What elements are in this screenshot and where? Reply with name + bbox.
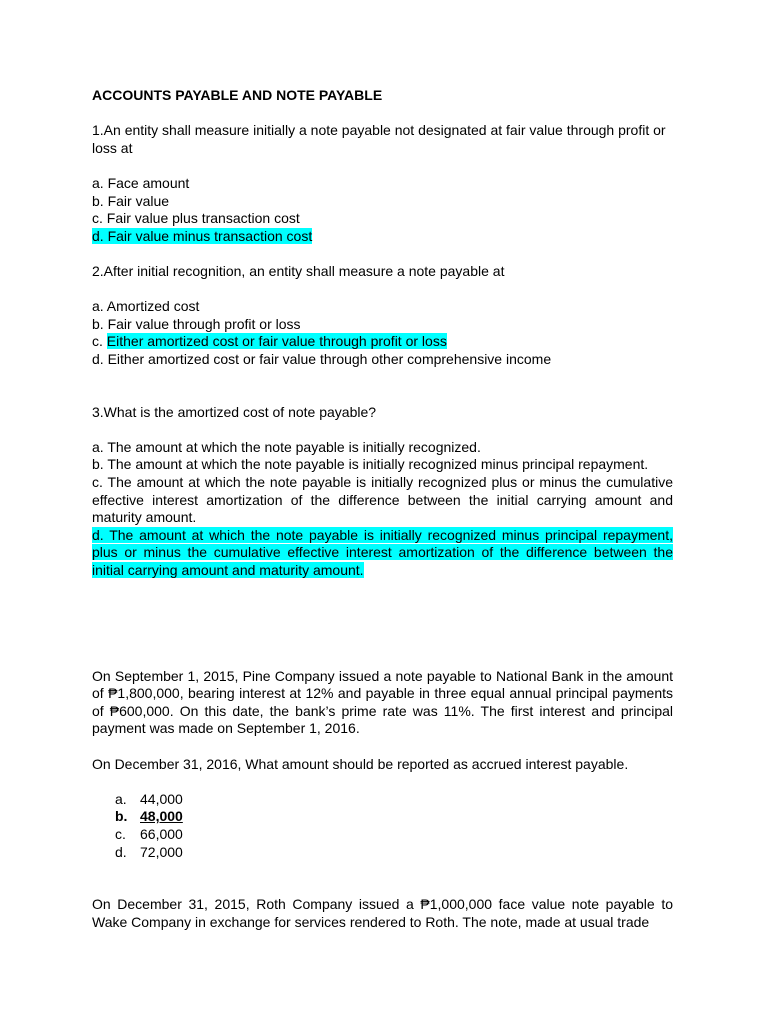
q1-answer-highlight: d. Fair value minus transaction cost: [92, 227, 313, 244]
question-1: 1.An entity shall measure initially a note payable not designated at fair value through profit or loss at: [92, 122, 666, 156]
problem-1-option-d: d. 72,000: [115, 843, 183, 860]
q2-option-d: d. Either amortized cost or fair value through other comprehensive income: [92, 350, 552, 367]
document-title: ACCOUNTS PAYABLE AND NOTE PAYABLE: [92, 87, 383, 103]
q1-option-b: b. Fair value: [92, 192, 170, 209]
q1-option-d-answer: [92, 228, 673, 246]
q2-option-a: a. Amortized cost: [92, 298, 200, 315]
problem-1-option-a: a. 44,000: [115, 790, 183, 807]
q3-answer-highlight: d. The amount at which the note payable is initially recognized minus principal repayment, plus or minus the cumulative effective interest amortization of the difference between the initial carrying amount and maturity amount.: [92, 526, 673, 579]
q3-option-b: b. The amount at which the note payable is initially recognized minus principal repayment.: [92, 456, 649, 473]
problem-1-question: On December 31, 2016, What amount should be reported as accrued interest payable.: [92, 755, 629, 772]
problem-1-text: On September 1, 2015, Pine Company issued a note payable to National Bank in the amount of ₱1,800,000, bearing interest at 12% and payable in three equal annual principal payments of ₱600,000. On this date, the bank’s prime rate was 11%. The first interest and principal payment was made on September 1, 2016.: [92, 667, 673, 737]
document-content: [92, 87, 673, 932]
q1-option-c: c. Fair value plus transaction cost: [92, 210, 300, 227]
q2-option-c-answer: [92, 333, 673, 351]
q2-option-b: b. Fair value through profit or loss: [92, 315, 301, 332]
question-3: 3.What is the amortized cost of note payable?: [92, 403, 377, 420]
problem-1-option-b-answer: b. 48,000: [115, 808, 183, 825]
q1-option-a: a. Face amount: [92, 174, 190, 191]
problem-2-text: On December 31, 2015, Roth Company issued a ₱1,000,000 face value note payable to Wake Company in exchange for services rendered to Roth. The note, made at usual trade: [92, 896, 673, 930]
q2-answer-highlight: Either amortized cost or fair value through profit or loss: [106, 333, 447, 350]
problem-1-options: [92, 791, 673, 861]
question-2: 2.After initial recognition, an entity shall measure a note payable at: [92, 262, 505, 279]
q3-option-c: c. The amount at which the note payable is initially recognized plus or minus the cumulative effective interest amortization of the difference between the initial carrying amount and maturity amount.: [92, 474, 673, 526]
problem-1-option-c: c. 66,000: [115, 825, 183, 842]
q3-option-d-answer: [92, 527, 673, 580]
q3-option-a: a. The amount at which the note payable is initially recognized.: [92, 438, 481, 455]
q2-option-c-prefix: c.: [92, 333, 107, 350]
